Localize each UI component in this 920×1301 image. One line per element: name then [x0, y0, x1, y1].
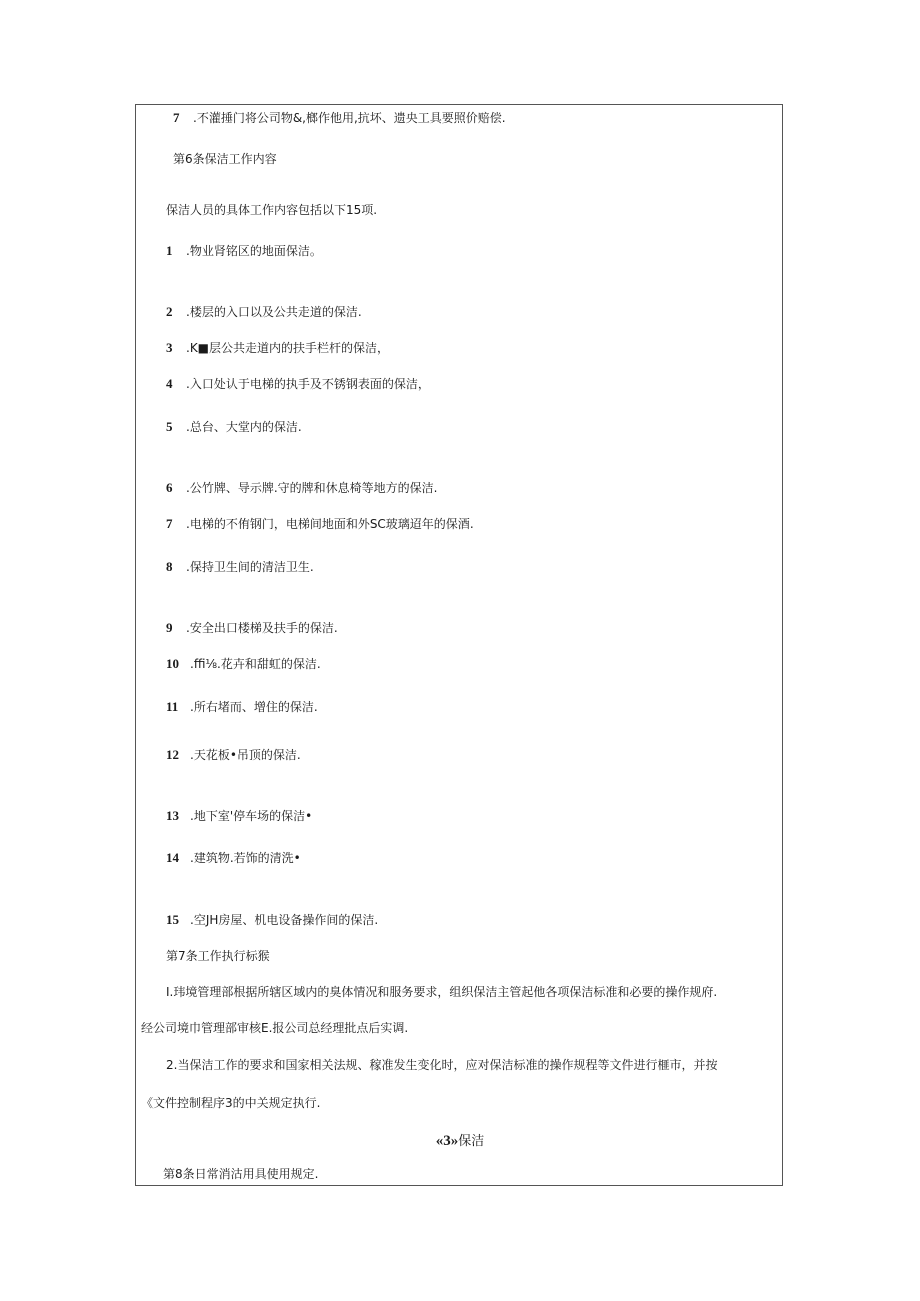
item-number: 6 — [166, 480, 173, 495]
section-7-title: 第7条工作执行标猴 — [166, 949, 270, 963]
list-item — [166, 747, 301, 763]
item-number: 7 — [166, 516, 173, 531]
list-item — [166, 516, 474, 532]
item-number: 9 — [166, 620, 173, 635]
item-number: 13 — [166, 808, 179, 823]
section-3-label: 保洁 — [458, 1134, 485, 1149]
item-text: .电梯的不侑钢门，电梯间地面和外SC玻璃迢年的保酒. — [186, 517, 474, 531]
list-item — [166, 376, 430, 392]
section-7-para1-line2: 经公司境巾管理部审核E.报公司总经理批点后实调. — [141, 1021, 409, 1035]
section-7-para2-line1: 2.当保洁工作的要求和国家相关法规、稼准发生变化时，应对保洁标准的操作规程等文件进行榧市，并按 — [166, 1058, 718, 1072]
item-text: .ffi⅛.花卉和甜虹的保洁. — [190, 657, 321, 671]
item-number: 8 — [166, 559, 173, 574]
item-text: .建筑物.若饰的清洗• — [190, 851, 301, 865]
list-item — [166, 419, 302, 435]
list-item — [166, 620, 338, 636]
list-item — [166, 808, 312, 824]
item-text: .地下室'停车场的保洁• — [190, 809, 313, 823]
item-text: .空JH房屋、机电设备操作间的保洁. — [190, 913, 379, 927]
item-text: .天花板•吊顶的保洁. — [190, 748, 301, 762]
item-text: .入口处认于电梯的执手及不锈钢表面的保洁， — [186, 377, 430, 391]
item-text: .安全出口楼梯及扶手的保洁. — [186, 621, 338, 635]
item-number: 14 — [166, 850, 179, 865]
section-3-number: «3» — [435, 1133, 459, 1149]
item-number: 1 — [166, 243, 173, 258]
item-text: .物业肾铭区的地面保洁。 — [186, 244, 322, 258]
section-6-title: 第6条保洁工作内容 — [173, 152, 277, 166]
item-number: 10 — [166, 656, 179, 671]
section-7-para2-line2: 《文件控制程序3的中关规定执行. — [141, 1096, 321, 1110]
item-text: .保持卫生间的清洁卫生. — [186, 560, 314, 574]
item-text: .不灌捶门将公司物&,榔作他用,抗坏、遗央工具要照价赔偿. — [193, 111, 506, 125]
section-8-title: 第8条日常消沽用具使用规定. — [163, 1167, 319, 1181]
list-item — [166, 480, 437, 496]
item-text: .K■层公共走道内的扶手栏杆的保洁， — [186, 341, 390, 355]
item-number: 15 — [166, 912, 179, 927]
section-7-para1-line1: I.玮境管理部根据所辖区域内的臭体情况和服务要求，组织保洁主管起他各项保洁标准和必要的操作规府. — [166, 985, 718, 999]
item-text: .总台、大堂内的保洁. — [186, 420, 302, 434]
item-number: 7 — [173, 110, 180, 125]
section-6-intro: 保洁人员的具体工作内容包括以下15项. — [166, 203, 378, 217]
list-item — [166, 243, 322, 259]
item-text: .楼层的入口以及公共走道的保洁. — [186, 305, 362, 319]
item-number: 11 — [166, 699, 179, 714]
item-number: 5 — [166, 419, 173, 434]
item-text: .公竹牌、导示牌.守的牌和休息椅等地方的保洁. — [186, 481, 438, 495]
item-number: 12 — [166, 747, 179, 762]
list-item — [166, 304, 362, 320]
list-item — [166, 559, 314, 575]
item-number: 4 — [166, 376, 173, 391]
list-item — [166, 656, 321, 672]
list-item — [166, 850, 301, 866]
section-3-heading — [0, 1133, 920, 1150]
item-text: .所右堵而、增住的保洁. — [190, 700, 318, 714]
item-number: 3 — [166, 340, 173, 355]
list-item — [166, 912, 378, 928]
item-number: 2 — [166, 304, 173, 319]
list-item — [166, 340, 389, 356]
list-item — [173, 110, 506, 126]
list-item — [166, 699, 318, 715]
